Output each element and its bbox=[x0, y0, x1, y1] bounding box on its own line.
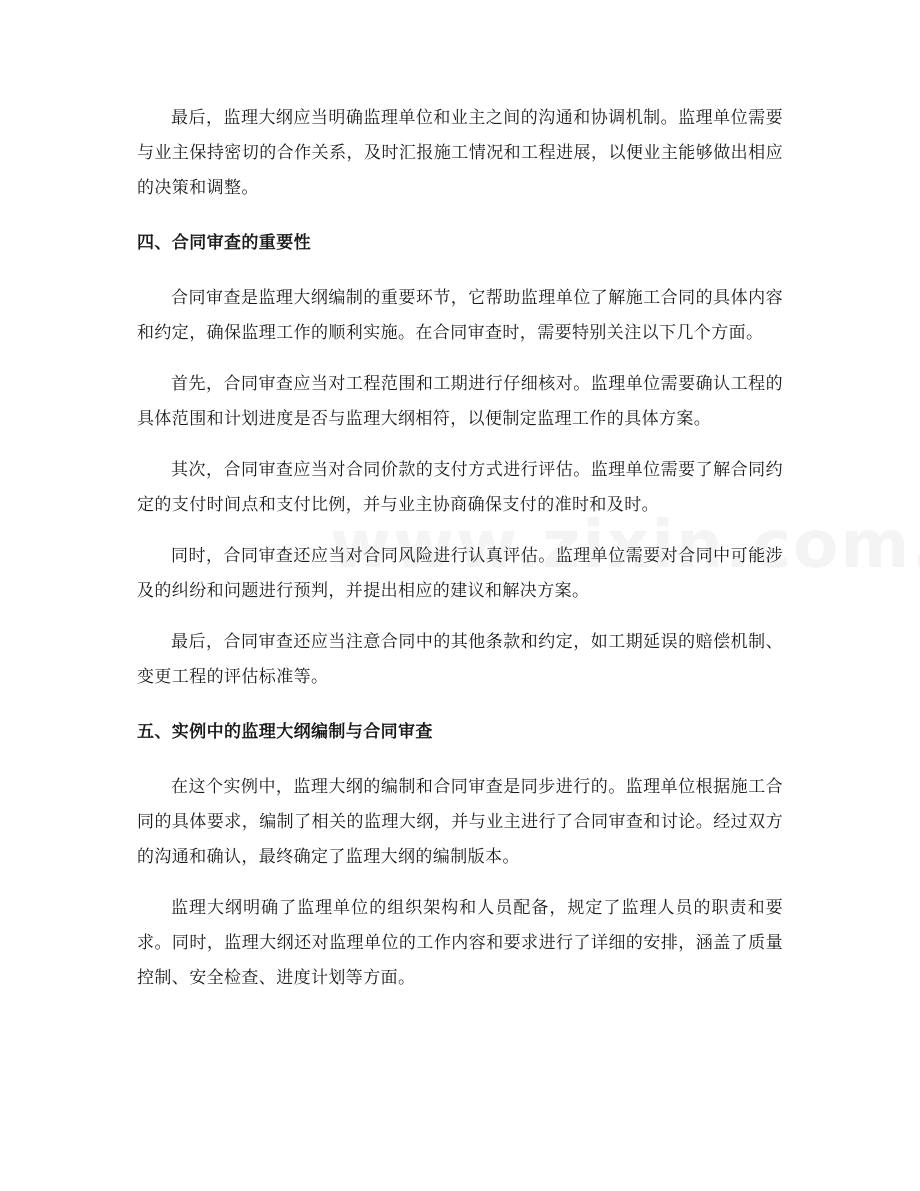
paragraph: 在这个实例中，监理大纲的编制和合同审查是同步进行的。监理单位根据施工合同的具体要求，编制了相关的监理大纲，并与业主进行了合同审查和讨论。经过双方的沟通和确认，最终确定了监理大纲的编制版本。 bbox=[137, 777, 783, 867]
paragraph: 最后，合同审查还应当注意合同中的其他条款和约定，如工期延误的赔偿机制、变更工程的评估标准等。 bbox=[137, 632, 783, 687]
paragraph: 其次，合同审查应当对合同价款的支付方式进行评估。监理单位需要了解合同约定的支付时间点和支付比例，并与业主协商确保支付的准时和及时。 bbox=[137, 460, 783, 515]
paragraph: 首先，合同审查应当对工程范围和工期进行仔细核对。监理单位需要确认工程的具体范围和计划进度是否与监理大纲相符，以便制定监理工作的具体方案。 bbox=[137, 374, 783, 429]
section-heading: 五、实例中的监理大纲编制与合同审查 bbox=[137, 722, 433, 742]
paragraph: 同时，合同审查还应当对合同风险进行认真评估。监理单位需要对合同中可能涉及的纠纷和问题进行预判，并提出相应的建议和解决方案。 bbox=[137, 546, 783, 601]
paragraph: 最后，监理大纲应当明确监理单位和业主之间的沟通和协调机制。监理单位需要与业主保持密切的合作关系，及时汇报施工情况和工程进展，以便业主能够做出相应的决策和调整。 bbox=[137, 108, 783, 198]
paragraph: 监理大纲明确了监理单位的组织架构和人员配备，规定了监理人员的职责和要求。同时，监理大纲还对监理单位的工作内容和要求进行了详细的安排，涵盖了质量控制、安全检查、进度计划等方面。 bbox=[137, 898, 783, 988]
document-body bbox=[137, 101, 783, 996]
section-heading: 四、合同审查的重要性 bbox=[137, 233, 311, 253]
paragraph: 合同审查是监理大纲编制的重要环节，它帮助监理单位了解施工合同的具体内容和约定，确保监理工作的顺利实施。在合同审查时，需要特别关注以下几个方面。 bbox=[137, 288, 783, 343]
